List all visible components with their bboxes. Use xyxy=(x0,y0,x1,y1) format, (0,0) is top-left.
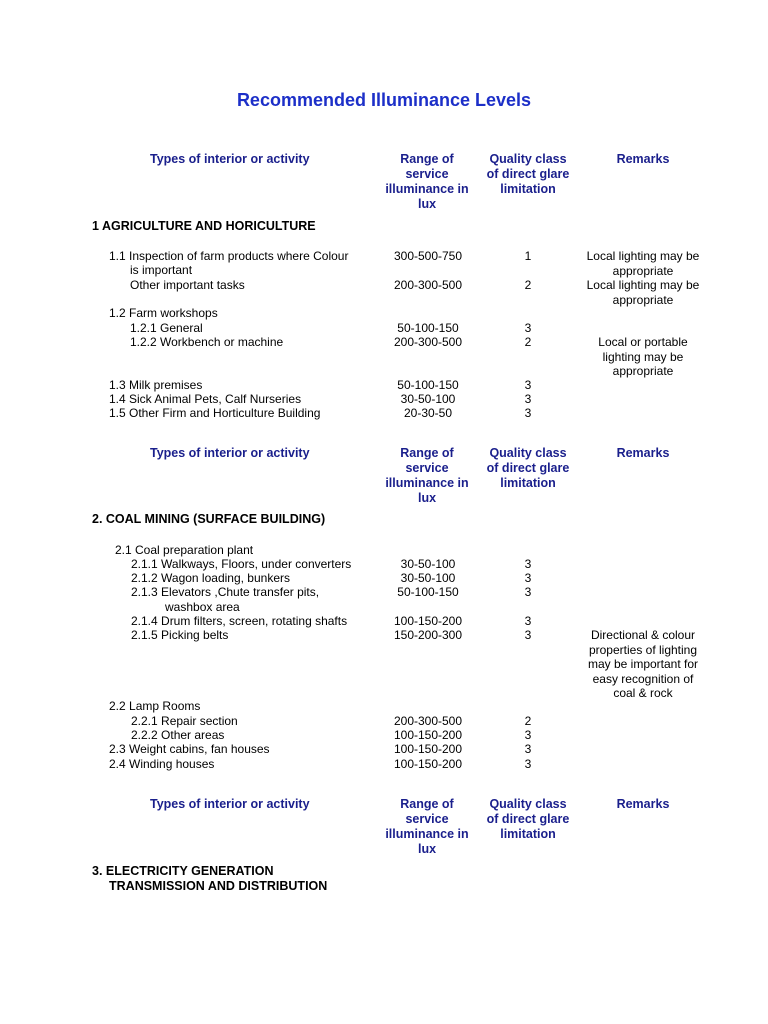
quality-value: 3 xyxy=(524,614,532,628)
range-value: 20-30-50 xyxy=(403,406,453,420)
row-label: 2.1.4 Drum filters, screen, rotating shafts xyxy=(131,614,348,628)
row-label: 2.3 Weight cabins, fan houses xyxy=(109,742,270,756)
header-quality: Quality class of direct glare limitation xyxy=(486,446,570,490)
header-remarks: Remarks xyxy=(616,446,670,460)
row-label: 1.4 Sick Animal Pets, Calf Nurseries xyxy=(109,392,302,406)
row-label-cont: is important xyxy=(130,263,193,277)
range-value: 30-50-100 xyxy=(400,392,456,406)
range-value: 50-100-150 xyxy=(397,378,459,392)
quality-value: 3 xyxy=(524,757,532,771)
quality-value: 3 xyxy=(524,571,532,585)
header-range: Range of service illuminance in lux xyxy=(385,152,469,211)
range-value: 100-150-200 xyxy=(393,742,463,756)
quality-value: 3 xyxy=(524,557,532,571)
range-value: 30-50-100 xyxy=(400,571,456,585)
row-label: 2.1.3 Elevators ,Chute transfer pits, xyxy=(131,585,320,599)
row-label: Other important tasks xyxy=(130,278,245,292)
header-activity: Types of interior or activity xyxy=(150,152,310,166)
header-quality: Quality class of direct glare limitation xyxy=(486,797,570,841)
row-label: 1.2 Farm workshops xyxy=(109,306,218,320)
row-label: 2.1.5 Picking belts xyxy=(131,628,229,642)
remarks-value: Local or portable lighting may be appropriate xyxy=(598,335,688,378)
header-quality: Quality class of direct glare limitation xyxy=(486,152,570,196)
row-label: 2.4 Winding houses xyxy=(109,757,215,771)
quality-value: 3 xyxy=(524,392,532,406)
row-label: 1.3 Milk premises xyxy=(109,378,203,392)
header-remarks: Remarks xyxy=(616,797,670,811)
quality-value: 3 xyxy=(524,628,532,642)
quality-value: 1 xyxy=(524,249,532,263)
remarks-value: Local lighting may be appropriate xyxy=(586,278,700,307)
quality-value: 3 xyxy=(524,585,532,599)
row-label: 2.2.1 Repair section xyxy=(131,714,238,728)
range-value: 100-150-200 xyxy=(393,757,463,771)
header-activity: Types of interior or activity xyxy=(150,797,310,811)
row-label: 2.1.2 Wagon loading, bunkers xyxy=(131,571,290,585)
quality-value: 3 xyxy=(524,378,532,392)
remarks-value: Directional & colour properties of lighting may be important for easy recognition of coal & rock xyxy=(587,628,699,700)
section-title-electricity: 3. ELECTRICITY GENERATION xyxy=(92,864,274,878)
quality-value: 3 xyxy=(524,728,532,742)
row-label: 1.5 Other Firm and Horticulture Building xyxy=(109,406,321,420)
quality-value: 2 xyxy=(524,714,532,728)
header-range: Range of service illuminance in lux xyxy=(385,797,469,856)
section-title-coal-mining: 2. COAL MINING (SURFACE BUILDING) xyxy=(92,512,326,526)
quality-value: 3 xyxy=(524,406,532,420)
quality-value: 3 xyxy=(524,742,532,756)
header-remarks: Remarks xyxy=(616,152,670,166)
quality-value: 3 xyxy=(524,321,532,335)
row-label-cont: washbox area xyxy=(165,600,240,614)
row-label: 2.2.2 Other areas xyxy=(131,728,225,742)
range-value: 200-300-500 xyxy=(393,714,463,728)
range-value: 50-100-150 xyxy=(397,321,459,335)
page-title: Recommended Illuminance Levels xyxy=(236,90,532,110)
header-activity: Types of interior or activity xyxy=(150,446,310,460)
range-value: 30-50-100 xyxy=(400,557,456,571)
row-label: 2.1 Coal preparation plant xyxy=(115,543,254,557)
range-value: 100-150-200 xyxy=(393,728,463,742)
row-label: 1.2.2 Workbench or machine xyxy=(130,335,284,349)
section-title-agriculture: 1 AGRICULTURE AND HORICULTURE xyxy=(92,219,316,233)
row-label: 2.1.1 Walkways, Floors, under converters xyxy=(131,557,352,571)
quality-value: 2 xyxy=(524,335,532,349)
row-label: 1.2.1 General xyxy=(130,321,203,335)
range-value: 50-100-150 xyxy=(397,585,459,599)
header-range: Range of service illuminance in lux xyxy=(385,446,469,505)
row-label: 2.2 Lamp Rooms xyxy=(109,699,201,713)
range-value: 100-150-200 xyxy=(393,614,463,628)
range-value: 150-200-300 xyxy=(393,628,463,642)
quality-value: 2 xyxy=(524,278,532,292)
range-value: 200-300-500 xyxy=(393,278,463,292)
remarks-value: Local lighting may be appropriate xyxy=(586,249,700,278)
row-label: 1.1 Inspection of farm products where Colour xyxy=(109,249,349,263)
range-value: 200-300-500 xyxy=(393,335,463,349)
range-value: 300-500-750 xyxy=(393,249,463,263)
section-title-electricity-cont: TRANSMISSION AND DISTRIBUTION xyxy=(109,879,328,893)
